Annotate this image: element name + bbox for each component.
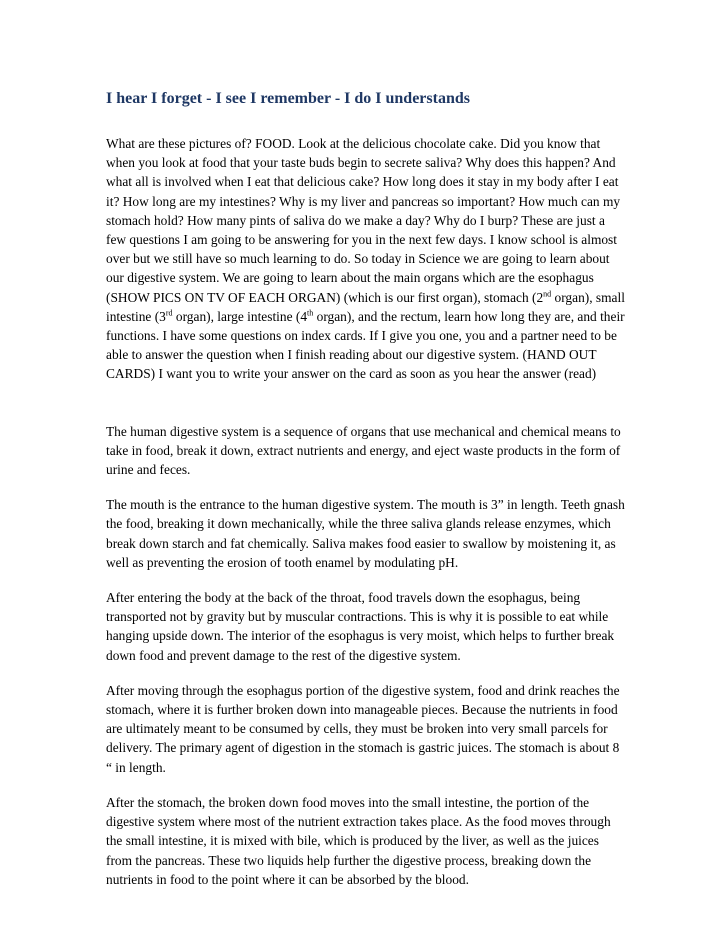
paragraph-mouth: The mouth is the entrance to the human digestive system. The mouth is 3” in length. Teeth gnash the food, breaking it down mechanically, while the three saliva glands release enzymes, which break down starch and fat chemically. Saliva makes food easier to swallow by moistening it, as well as preventing the erosion of tooth enamel by modulating pH.: [106, 497, 625, 570]
superscript-th: th: [307, 308, 314, 318]
intro-text-2: organ), small intestine (3: [106, 289, 625, 324]
intro-paragraph: [106, 134, 627, 384]
document-title: I hear I forget - I see I remember - I do I understands: [106, 90, 470, 107]
superscript-nd: nd: [543, 289, 552, 299]
paragraph-small-intestine: After the stomach, the broken down food moves into the small intestine, the portion of the digestive system where most of the nutrient extraction takes place. As the food moves through the small intestine, it is mixed with bile, which is produced by the liver, as well as the juices from the pancreas. These two liquids help further the digestive process, breaking down the nutrients in food to the point where it can be absorbed by the blood.: [106, 794, 611, 887]
intro-text-4: organ), and the rectum, learn how long they are, and their functions. I have some questions on index cards. If I give you one, you and a partner need to be able to answer the question when I finish reading about our digestive system. (HAND OUT CARDS) I want you to write your answer on the card as soon as you hear the answer (read): [106, 308, 625, 382]
superscript-rd: rd: [165, 308, 173, 318]
paragraph-esophagus: After entering the body at the back of the throat, food travels down the esophagus, being transported not by gravity but by muscular contractions. This is why it is possible to eat while hanging upside down. The interior of the esophagus is very moist, which helps to further break down food and prevent damage to the rest of the digestive system.: [106, 590, 615, 663]
intro-text-3: organ), large intestine (4: [172, 308, 308, 324]
intro-text-1: What are these pictures of? FOOD. Look at the delicious chocolate cake. Did you know that when you look at food that your taste buds begin to secrete saliva? Why does this happen? And what all is involved when I eat that delicious cake? How long does it stay in my body after I eat it? How long are my intestines? Why is my liver and pancreas so important? How much can my stomach hold? How many pints of saliva do we make a day? Why do I burp? These are just a few questions I am going to be answering for you in the next few days. I know school is almost over but we still have so much learning to do. So today in Science we are going to learn about our digestive system. We are going to learn about the main organs which are the esophagus (SHOW PICS ON TV OF EACH ORGAN) (which is our first organ), stomach (2: [106, 136, 621, 305]
paragraph-digestive-system: The human digestive system is a sequence of organs that use mechanical and chemical means to take in food, break it down, extract nutrients and energy, and eject waste products in the form of urine and feces.: [106, 423, 621, 478]
paragraph-stomach: After moving through the esophagus portion of the digestive system, food and drink reaches the stomach, where it is further broken down into manageable pieces. Because the nutrients in food are ultimately meant to be consumed by cells, they must be broken into very small parcels for delivery. The primary agent of digestion in the stomach is gastric juices. The stomach is about 8 “ in length.: [106, 682, 620, 775]
document-page: [106, 89, 627, 905]
